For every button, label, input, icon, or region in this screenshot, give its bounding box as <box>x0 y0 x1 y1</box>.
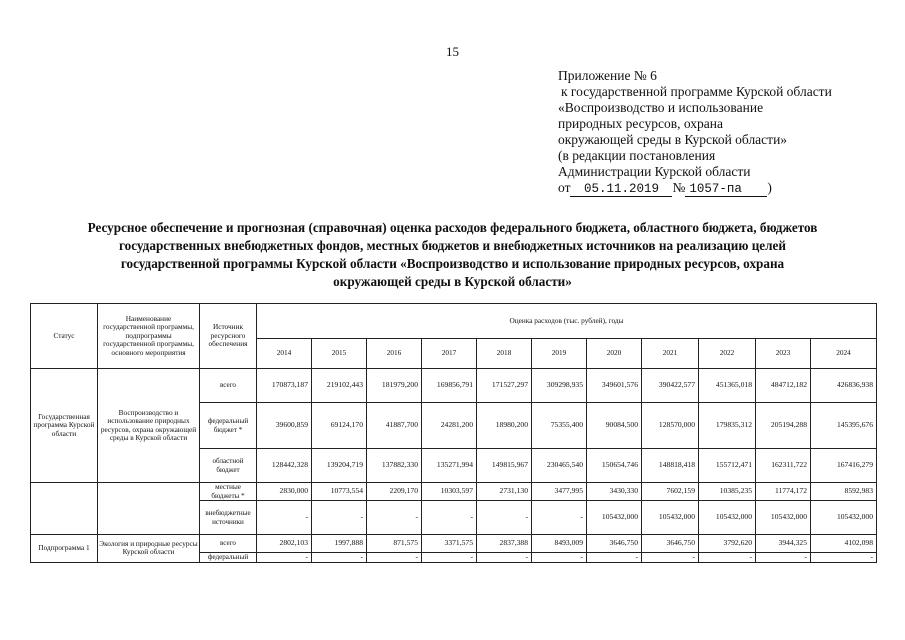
value-cell: 10385,235 <box>699 483 756 501</box>
value-cell: - <box>422 501 477 535</box>
value-cell: - <box>312 553 367 563</box>
value-cell: 230465,540 <box>532 449 587 483</box>
value-cell: - <box>367 501 422 535</box>
value-cell: 3646,750 <box>642 535 699 553</box>
decree-number: 1057-па <box>685 183 767 197</box>
value-cell: 150654,746 <box>587 449 642 483</box>
table-row <box>31 369 877 403</box>
value-cell: 137882,330 <box>367 449 422 483</box>
value-cell: 3792,620 <box>699 535 756 553</box>
table-row <box>31 535 877 553</box>
value-cell: 10773,554 <box>312 483 367 501</box>
value-cell: 390422,577 <box>642 369 699 403</box>
value-cell: 8592,983 <box>811 483 877 501</box>
row-name: Экология и природные ресурсы Курской области <box>98 535 200 563</box>
from-label: от <box>558 180 571 195</box>
value-cell: 349601,576 <box>587 369 642 403</box>
empty-name-cell <box>98 483 200 535</box>
source-cell: областной бюджет <box>200 449 257 483</box>
value-cell: 139204,719 <box>312 449 367 483</box>
value-cell: 105432,000 <box>699 501 756 535</box>
value-cell: 1997,888 <box>312 535 367 553</box>
appendix-line: Приложение № 6 <box>558 68 657 83</box>
value-cell: 171527,297 <box>477 369 532 403</box>
appendix-block <box>558 68 832 197</box>
value-cell: 3371,575 <box>422 535 477 553</box>
header-name: Наименование государственной программы, подпрограммы государственной программы, основного мероприятия <box>98 304 200 369</box>
year-header: 2023 <box>756 339 811 369</box>
year-header: 2021 <box>642 339 699 369</box>
appendix-line: Администрации Курской области <box>558 164 751 179</box>
value-cell: - <box>811 553 877 563</box>
value-cell: - <box>312 501 367 535</box>
value-cell: 4102,098 <box>811 535 877 553</box>
value-cell: 426836,938 <box>811 369 877 403</box>
value-cell: 69124,170 <box>312 403 367 449</box>
value-cell: 205194,288 <box>756 403 811 449</box>
row-name: Воспроизводство и использование природных ресурсов, охрана окружающей среды в Курской области <box>98 369 200 483</box>
value-cell: 484712,182 <box>756 369 811 403</box>
header-row <box>31 304 877 339</box>
title-line: государственных внебюджетных фондов, местных бюджетов и внебюджетных источников на реализацию целей <box>118 238 786 253</box>
value-cell: - <box>532 553 587 563</box>
source-cell: местные бюджеты * <box>200 483 257 501</box>
value-cell: 128442,328 <box>257 449 312 483</box>
value-cell: 2209,170 <box>367 483 422 501</box>
value-cell: - <box>257 553 312 563</box>
year-header: 2016 <box>367 339 422 369</box>
value-cell: 8493,009 <box>532 535 587 553</box>
value-cell: 18980,200 <box>477 403 532 449</box>
value-cell: - <box>532 501 587 535</box>
decree-date: 05.11.2019 <box>570 183 672 197</box>
value-cell: - <box>257 501 312 535</box>
page-number: 15 <box>446 44 459 59</box>
value-cell: 179835,312 <box>699 403 756 449</box>
value-cell: 3646,750 <box>587 535 642 553</box>
value-cell: - <box>422 553 477 563</box>
number-label: № <box>672 180 686 195</box>
appendix-line: к государственной программе Курской области <box>561 84 832 99</box>
appendix-line: «Воспроизводство и использование <box>558 100 764 115</box>
year-header: 2022 <box>699 339 756 369</box>
value-cell: 219102,443 <box>312 369 367 403</box>
value-cell: 309298,935 <box>532 369 587 403</box>
value-cell: 169856,791 <box>422 369 477 403</box>
value-cell: 105432,000 <box>642 501 699 535</box>
value-cell: 10303,597 <box>422 483 477 501</box>
source-cell: федеральный <box>200 553 257 563</box>
value-cell: 2837,388 <box>477 535 532 553</box>
header-status: Статус <box>31 304 98 369</box>
value-cell: 41887,700 <box>367 403 422 449</box>
appendix-line: природных ресурсов, охрана <box>558 116 723 131</box>
title-line: Ресурсное обеспечение и прогнозная (справочная) оценка расходов федерального бюджета, областного бюджета, бюджетов <box>87 220 818 235</box>
close-paren: ) <box>767 180 772 195</box>
source-cell: всего <box>200 535 257 553</box>
value-cell: 7602,159 <box>642 483 699 501</box>
source-cell: всего <box>200 369 257 403</box>
value-cell: 155712,471 <box>699 449 756 483</box>
value-cell: - <box>477 501 532 535</box>
value-cell: 105432,000 <box>811 501 877 535</box>
value-cell: 167416,279 <box>811 449 877 483</box>
year-header: 2014 <box>257 339 312 369</box>
value-cell: - <box>367 553 422 563</box>
value-cell: - <box>642 553 699 563</box>
year-header: 2018 <box>477 339 532 369</box>
header-source: Источник ресурсного обеспечения <box>200 304 257 369</box>
document-title <box>30 219 875 291</box>
value-cell: 451365,018 <box>699 369 756 403</box>
year-header: 2024 <box>811 339 877 369</box>
value-cell: 149815,967 <box>477 449 532 483</box>
value-cell: 170873,187 <box>257 369 312 403</box>
value-cell: 105432,000 <box>756 501 811 535</box>
row-status: Государственная программа Курской области <box>31 369 98 483</box>
source-cell: федеральный бюджет * <box>200 403 257 449</box>
appendix-signature-line <box>558 180 832 197</box>
year-header: 2020 <box>587 339 642 369</box>
appendix-line: (в редакции постановления <box>558 148 716 163</box>
year-header: 2015 <box>312 339 367 369</box>
value-cell: 3430,330 <box>587 483 642 501</box>
value-cell: 11774,172 <box>756 483 811 501</box>
value-cell: - <box>477 553 532 563</box>
value-cell: - <box>587 553 642 563</box>
value-cell: 2731,130 <box>477 483 532 501</box>
row-status: Подпрограмма 1 <box>31 535 98 563</box>
value-cell: 3944,325 <box>756 535 811 553</box>
value-cell: 181979,200 <box>367 369 422 403</box>
value-cell: 162311,722 <box>756 449 811 483</box>
title-line: окружающей среды в Курской области» <box>333 274 572 289</box>
year-header: 2019 <box>532 339 587 369</box>
resource-table <box>30 303 877 563</box>
value-cell: 148818,418 <box>642 449 699 483</box>
value-cell: 3477,995 <box>532 483 587 501</box>
value-cell: 75355,400 <box>532 403 587 449</box>
value-cell: 105432,000 <box>587 501 642 535</box>
header-estimate: Оценка расходов (тыс. рублей), годы <box>257 304 877 339</box>
value-cell: 135271,994 <box>422 449 477 483</box>
title-line: государственной программы Курской области «Воспроизводство и использование природных ресурсов, охрана <box>120 256 785 271</box>
value-cell: 2830,000 <box>257 483 312 501</box>
appendix-line: окружающей среды в Курской области» <box>558 132 788 147</box>
value-cell: - <box>699 553 756 563</box>
value-cell: 90084,500 <box>587 403 642 449</box>
source-cell: внебюджетные источники <box>200 501 257 535</box>
year-header: 2017 <box>422 339 477 369</box>
value-cell: 145395,676 <box>811 403 877 449</box>
value-cell: 871,575 <box>367 535 422 553</box>
value-cell: 39600,859 <box>257 403 312 449</box>
value-cell: 2802,103 <box>257 535 312 553</box>
value-cell: - <box>756 553 811 563</box>
table-row <box>31 483 877 501</box>
value-cell: 128570,000 <box>642 403 699 449</box>
value-cell: 24281,200 <box>422 403 477 449</box>
empty-status-cell <box>31 483 98 535</box>
